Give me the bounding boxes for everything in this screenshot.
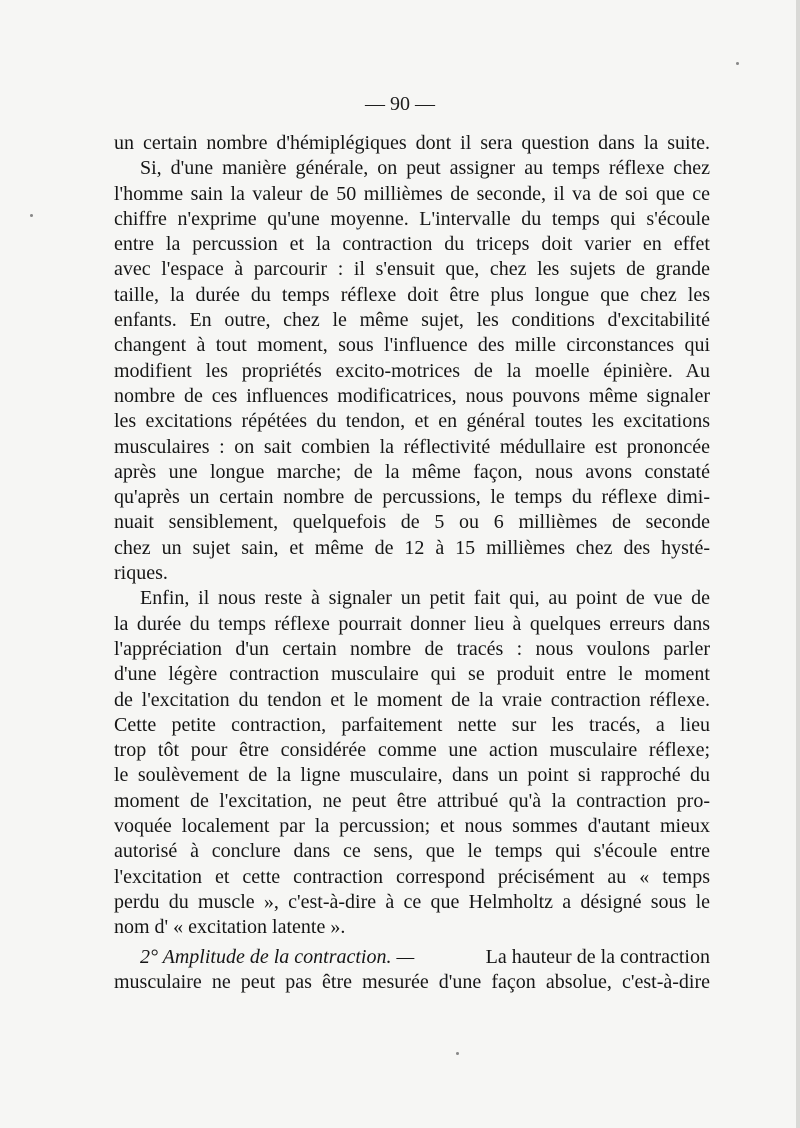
text-line: de l'excitation du tendon et le moment de la vraie contraction réflexe. [114,688,710,711]
text-line: La hauteur de la contraction [485,945,710,968]
text-line: d'une légère contraction musculaire qui se produit entre le moment [114,663,710,686]
text-line: riques. [114,562,168,585]
text-line: autorisé à conclure dans ce sens, que le temps qui s'écoule entre [114,840,710,863]
text-line: le soulèvement de la ligne musculaire, dans un point si rapproché du [114,764,710,787]
text-line: trop tôt pour être considérée comme une action musculaire réflexe; [114,739,710,762]
text-line: musculaire ne peut pas être mesurée d'une façon absolue, c'est-à-dire [114,970,710,993]
paper-speck [736,62,739,65]
text-line: les excitations répétées du tendon, et en général toutes les excitations [114,410,710,433]
text-line: changent à tout moment, sous l'influence des mille circonstances qui [114,334,710,357]
text-line: nuait sensiblement, quelquefois de 5 ou 6 millièmes de seconde [114,511,710,534]
text-line: après une longue marche; de la même façon, nous avons constaté [114,460,710,483]
text-line: modifient les propriétés excito-motrices de la moelle épinière. Au [114,359,710,382]
paper-speck [30,214,33,217]
body-text [114,131,710,995]
text-line: taille, la durée du temps réflexe doit être plus longue que chez les [114,283,710,306]
page-edge [796,0,800,1128]
text-line: musculaires : on sait combien la réflectivité médullaire est prononcée [114,435,710,458]
text-line: qu'après un certain nombre de percussions, le temps du réflexe dimi- [114,486,710,509]
text-line: Enfin, il nous reste à signaler un petit fait qui, au point de vue de [140,587,710,610]
paper-speck [456,1052,459,1055]
text-line: Cette petite contraction, parfaitement nette sur les tracés, a lieu [114,713,710,736]
page-number: — 90 — [365,93,435,115]
section-heading-line [114,945,710,970]
text-line: Si, d'une manière générale, on peut assigner au temps réflexe chez [140,157,710,180]
text-line: nom d' « excitation latente ». [114,916,346,939]
text-line: l'excitation et cette contraction correspond précisément au « temps [114,865,710,888]
text-line: enfants. En outre, chez le même sujet, les conditions d'excitabilité [114,309,710,332]
text-line: l'homme sain la valeur de 50 millièmes de seconde, il va de soi que ce [114,182,710,205]
text-line: chiffre n'exprime qu'une moyenne. L'intervalle du temps qui s'écoule [114,207,710,230]
text-line: un certain nombre d'hémiplégiques dont il sera question dans la suite. [114,132,710,154]
text-line: entre la percussion et la contraction du triceps doit varier en effet [114,233,710,256]
text-line: moment de l'excitation, ne peut être attribué qu'à la contraction pro- [114,789,710,812]
text-line: l'appréciation d'un certain nombre de tracés : nous voulons parler [114,637,710,660]
text-line: la durée du temps réflexe pourrait donner lieu à quelques erreurs dans [114,612,710,635]
text-line: nombre de ces influences modificatrices, nous pouvons même signaler [114,384,710,407]
text-line: avec l'espace à parcourir : il s'ensuit que, chez les sujets de grande [114,258,710,281]
text-line: voquée localement par la percussion; et nous sommes d'autant mieux [114,815,710,838]
section-heading: 2° Amplitude de la contraction. — [140,945,415,968]
text-line: chez un sujet sain, et même de 12 à 15 millièmes chez des hysté- [114,536,710,559]
text-line: perdu du muscle », c'est-à-dire à ce que Helmholtz a désigné sous le [114,890,710,913]
